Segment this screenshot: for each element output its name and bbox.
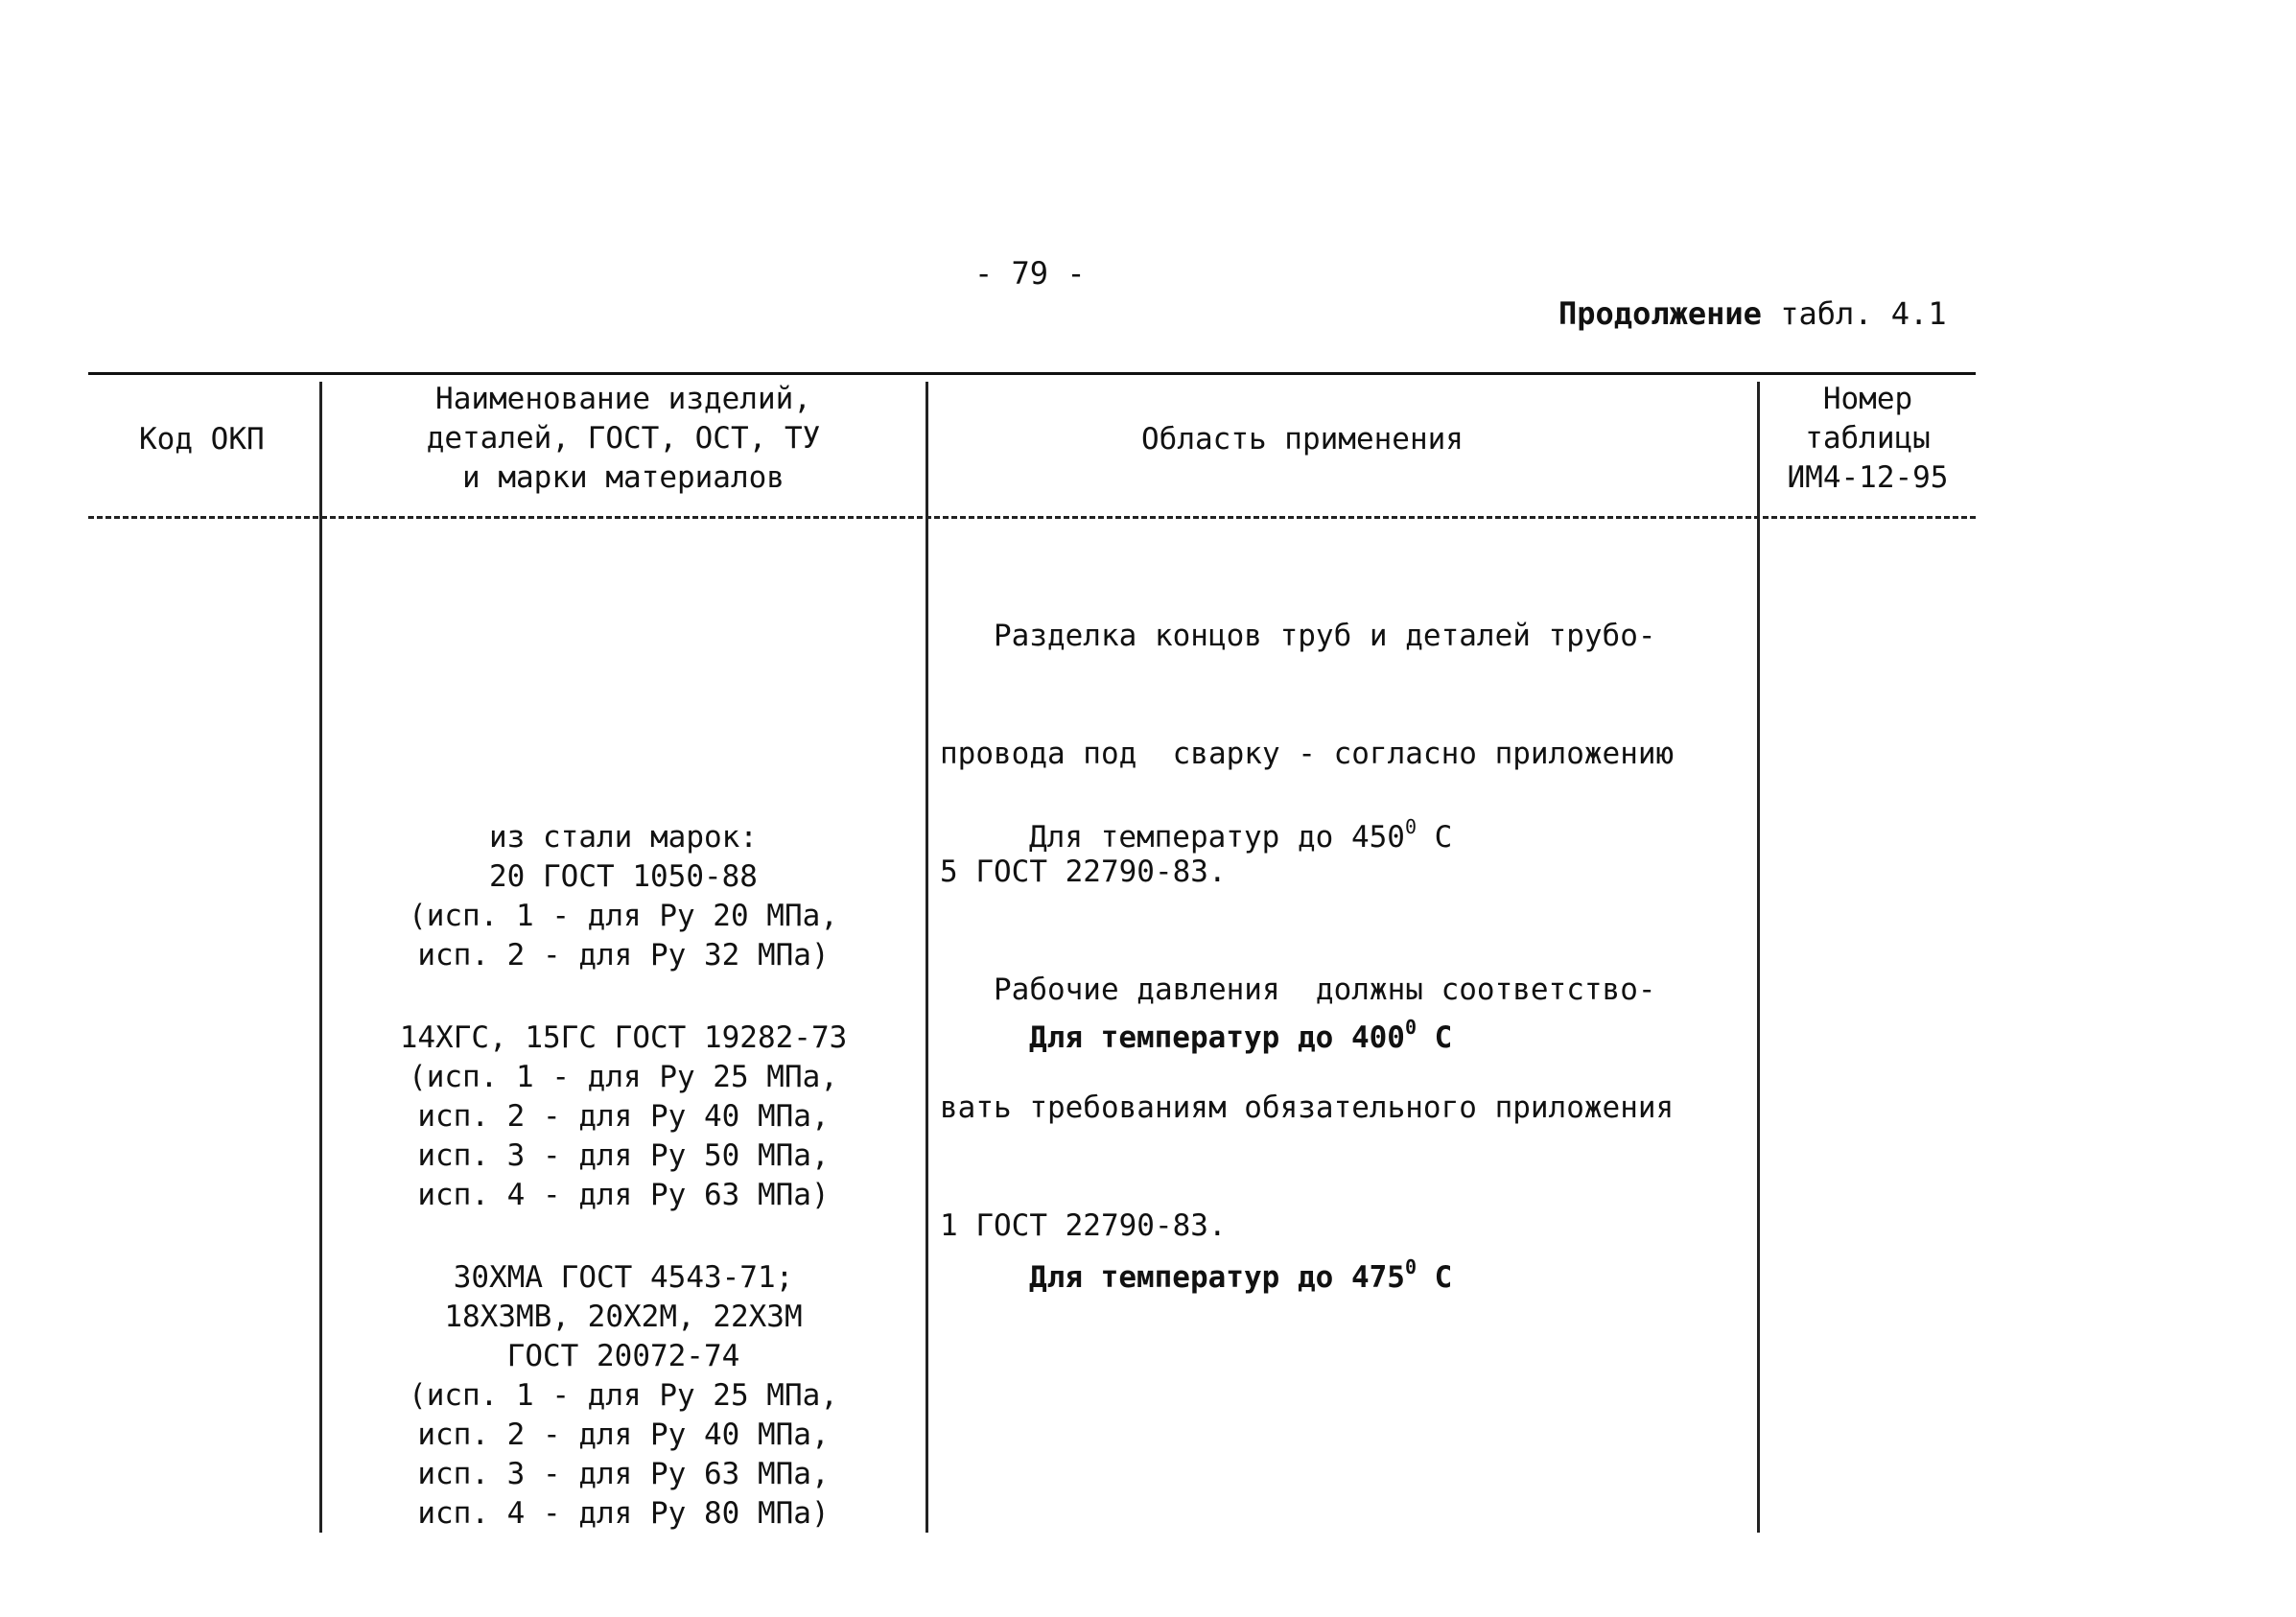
continuation-bold-text: Продолжение <box>1558 295 1762 332</box>
intro-line: 1 ГОСТ 22790-83. <box>940 1208 1227 1243</box>
temperature-row-1 <box>1029 815 1453 857</box>
degree-superscript: 0 <box>1404 1016 1417 1039</box>
column-divider-2 <box>925 382 928 1533</box>
intro-line: Рабочие давления должны соответство- <box>940 973 1656 1007</box>
material-line: (исп. 1 - для Ру 25 МПа, <box>409 1060 838 1094</box>
material-line: (исп. 1 - для Ру 25 МПа, <box>409 1378 838 1413</box>
header-table-number-line: таблицы <box>1805 421 1931 456</box>
material-line: 30ХМА ГОСТ 4543-71; <box>453 1260 794 1295</box>
header-application-area: Область применения <box>1141 422 1464 457</box>
table-continuation-label <box>1558 295 1947 332</box>
degree-superscript: 0 <box>1404 815 1417 838</box>
material-line: исп. 4 - для Ру 63 МПа) <box>417 1178 830 1212</box>
material-row-1 <box>326 818 921 975</box>
header-item-name-line: и марки материалов <box>462 460 785 495</box>
material-line: исп. 3 - для Ру 63 МПа, <box>417 1457 830 1491</box>
degree-superscript: 0 <box>1404 1255 1417 1278</box>
continuation-rest-text: табл. 4.1 <box>1761 295 1947 332</box>
intro-line: Разделка концов труб и деталей трубо- <box>940 619 1656 653</box>
header-item-name-line: деталей, ГОСТ, ОСТ, ТУ <box>426 421 821 456</box>
material-row-3 <box>326 1258 921 1534</box>
temperature-unit: С <box>1416 1260 1453 1295</box>
intro-line: вать требованиям обязательного приложения <box>940 1090 1675 1125</box>
material-line: исп. 2 - для Ру 40 МПа, <box>417 1418 830 1452</box>
temperature-text: Для температур до 450 <box>1029 820 1405 855</box>
material-line: исп. 2 - для Ру 40 МПа, <box>417 1099 830 1134</box>
material-line: 14ХГС, 15ГС ГОСТ 19282-73 <box>399 1020 848 1055</box>
temperature-text: Для температур до 400 <box>1029 1020 1405 1055</box>
header-separator-rule <box>88 516 1976 519</box>
intro-line: 5 ГОСТ 22790-83. <box>940 855 1227 889</box>
header-table-number-line: Номер <box>1822 382 1913 416</box>
material-line: 20 ГОСТ 1050-88 <box>489 859 758 894</box>
temperature-unit: С <box>1416 1020 1453 1055</box>
material-line: исп. 3 - для Ру 50 МПа, <box>417 1138 830 1173</box>
intro-line: провода под сварку - согласно приложению <box>940 737 1675 771</box>
temperature-row-3 <box>1029 1255 1453 1298</box>
material-line: из стали марок: <box>489 820 758 855</box>
material-line: ГОСТ 20072-74 <box>506 1339 740 1373</box>
temperature-row-2 <box>1029 1016 1453 1058</box>
temperature-unit: С <box>1416 820 1453 855</box>
material-line: (исп. 1 - для Ру 20 МПа, <box>409 899 838 933</box>
temperature-text: Для температур до 475 <box>1029 1260 1405 1295</box>
header-table-number <box>1765 380 1971 498</box>
material-row-2 <box>326 1019 921 1215</box>
material-line: исп. 2 - для Ру 32 МПа) <box>417 938 830 973</box>
page-number: - 79 - <box>974 255 1086 292</box>
column-divider-1 <box>319 382 322 1533</box>
application-intro-text <box>940 538 1674 1285</box>
material-line: 18Х3МВ, 20Х2М, 22Х3М <box>444 1300 803 1334</box>
material-line: исп. 4 - для Ру 80 МПа) <box>417 1496 830 1531</box>
column-divider-3 <box>1757 382 1760 1533</box>
header-code-okp: Код ОКП <box>139 422 265 457</box>
header-table-number-line: ИМ4-12-95 <box>1787 460 1949 495</box>
header-item-name <box>326 380 921 498</box>
table-top-rule <box>88 372 1976 375</box>
header-item-name-line: Наименование изделий, <box>435 382 811 416</box>
